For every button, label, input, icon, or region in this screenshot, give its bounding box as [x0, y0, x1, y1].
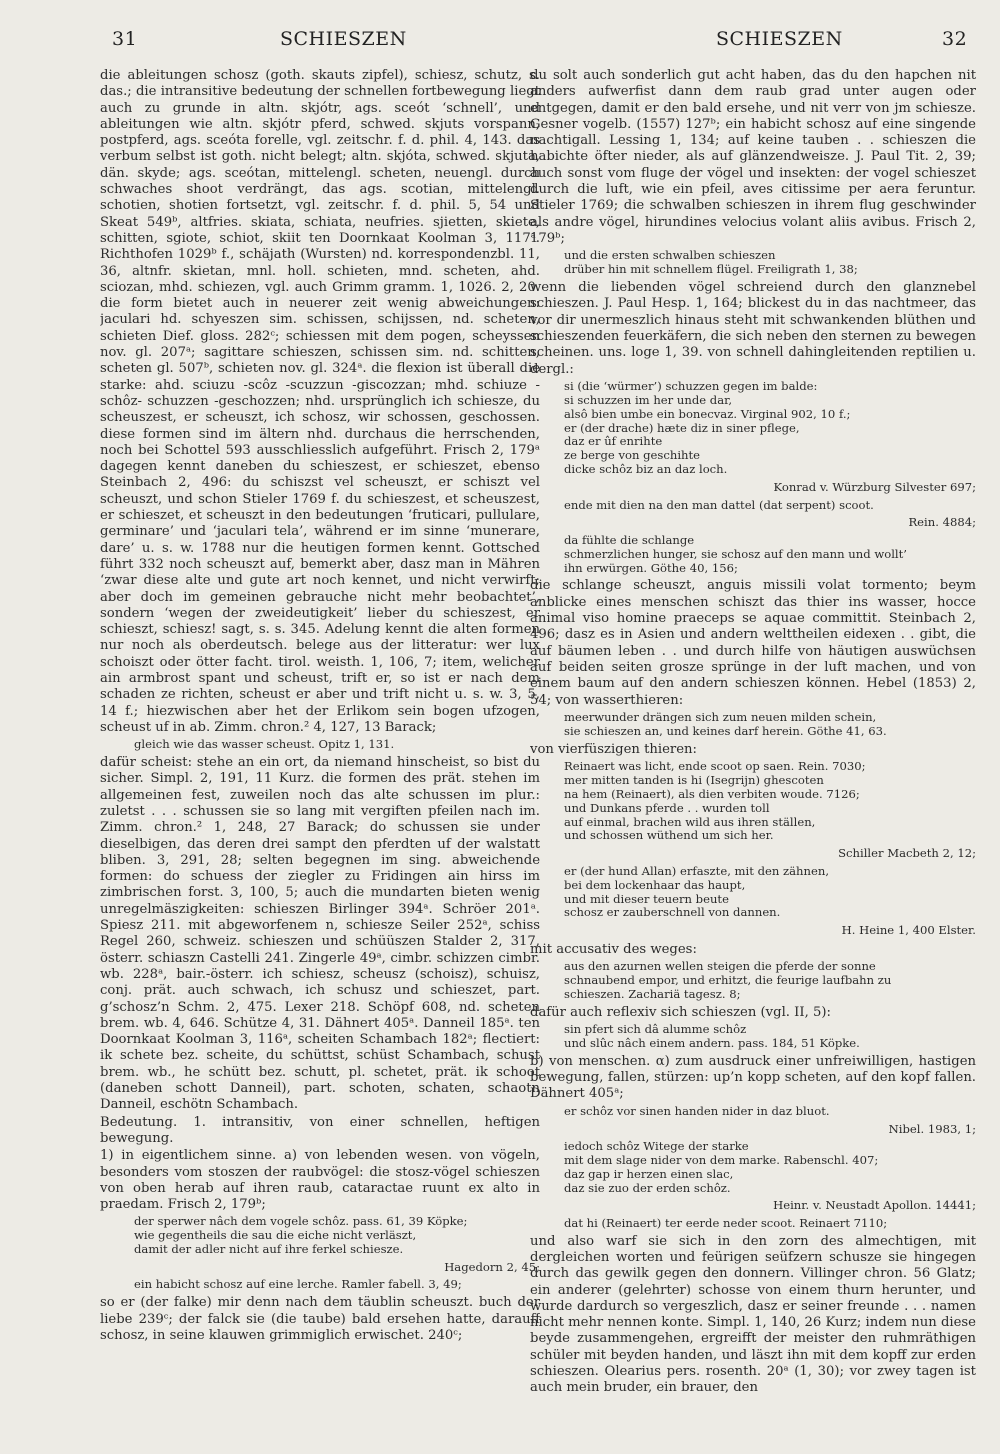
right-text-column — [530, 68, 976, 1444]
quotation-block: er schôz vor sinen handen nider in daz bluot. — [564, 1103, 830, 1118]
right-page-number: 32 — [942, 28, 968, 50]
quotation-block: meerwunder drängen sich zum neuen milden schein, sie schieszen an, und keines darf herein. Göthe 41, 63. — [564, 709, 887, 738]
body-paragraph: die schlange scheuszt, anguis missili volat tormento; beym anblicke eines menschen schiszt das thier ins wasser, hocce animal viso homine praeceps se aquae committit. Steinbach 2, 496; dasz es in Asien und andern welttheilen eidexen . . gibt, die auf bäumen leben . . und durch hilfe von häutigen auswüchsen auf beiden seiten groszе sprünge in der luft machen, und von einem baum auf den andern schieszen können. Hebel (1853) 2, 54; von wasserthieren: — [530, 578, 976, 708]
quotation-block: dat hi (Reinaert) ter eerde neder scoot. Reinaert 7110; — [564, 1215, 888, 1230]
quotation-block: da fühlte die schlange schmerzlichen hunger, sie schosz auf den mann und wollt’ ihn erwürgen. Göthe 40, 156; — [564, 532, 907, 575]
body-paragraph: mit accusativ des weges: — [530, 941, 697, 957]
quotation-block: Reinaert was licht, ende scoot op saen. Rein. 7030; mer mitten tanden is hi (Isegrijn) ghescoten na hem (Reinaert), als dien verbiten woude. 7126; und Dunkans pferde . . wurden toll auf einmal, brachen wild aus ihren ställen, und schossen wüthend um sich her. — [564, 758, 866, 843]
left-running-head: SCHIESZEN — [280, 28, 407, 50]
body-paragraph: von vierfüszigen thieren: — [530, 741, 697, 757]
quotation-block: si (die ‘würmer’) schuzzen gegen im balde: si schuzzen im her unde dar, alsô bien umbe ein bonecvaz. Virginal 902, 10 f.; er (der drache) hæte diz in siner pflege, daz er ûf enrihte ze berge von geschihte dicke schôz biz an daz loch. — [564, 378, 851, 477]
citation-reference: H. Heine 1, 400 Elster. — [841, 923, 976, 938]
page-header — [0, 28, 1000, 64]
body-paragraph: so er (der falke) mir denn nach dem täublin scheuszt. buch der liebe 239ᶜ; der falck sie (die taube) bald ersehen hatte, darauff schosz, in seine klauwen grimmiglich erwischet. 240ᶜ; — [100, 1295, 540, 1343]
citation-reference: Konrad v. Würzburg Silvester 697; — [773, 480, 976, 495]
citation-reference: Schiller Macbeth 2, 12; — [838, 846, 976, 861]
right-running-head: SCHIESZEN — [716, 28, 843, 50]
quotation-block: er (der hund Allan) erfaszte, mit den zähnen, bei dem lockenhaar das haupt, und mit dieser teuern beute schosz er zauberschnell von dannen. — [564, 863, 830, 920]
body-paragraph: 1) in eigentlichem sinne. a) von lebenden wesen. von vögeln, besonders vom stoszen der raubvögel: die stosz-vögel schieszen von oben herab auf ihren raub, cataractae ruunt ex alto in praedam. Frisch 2, 179ᵇ; — [100, 1148, 540, 1213]
body-paragraph: b) von menschen. α) zum ausdruck einer unfreiwilligen, hastigen bewegung, fallen, stürzen: up’n kopp scheten, auf den kopf fallen. Dähnert 405ᵃ; — [530, 1053, 976, 1102]
body-paragraph: die ableitungen schosz (goth. skauts zipfel), schiesz, schutz, s. das.; die intransitive bedeutung der schnellen fortbewegung liegt auch zu grunde in altn. skjótr, ags. sceót ‘schnell’, und ableitungen wie altn. skjótr pferd, schwed. skjuts vorspann, postpferd, ags. sceóta forelle, vgl. zeitschr. f. d. phil. 4, 143. das verbum selbst ist goth. nicht belegt; altn. skjóta, schwed. skjuta, dän. skyde; ags. sceótan, mittelengl. scheten, neuengl. durch schwaches shoot verdrängt, das ags. scotian, mittelengl. schotien, shotien fortsetzt, vgl. zeitschr. f. d. phil. 5, 54 und Skeat 549ᵇ, altfries. skiata, schiata, neufries. sjietten, skiete, schitten, sgiote, schiot, skiit ten Doornkaat Koolman 3, 117ᵃ. Richthofen 1029ᵇ f., schäjath (Wursten) nd. korrespondenzbl. 11, 36, altnfr. skietan, mnl. holl. schieten, mnd. scheten, ahd. sciozan, mhd. schiezen, vgl. auch Grimm gramm. 1, 1026. 2, 20. die form bietet auch in neuerer zeit wenig abweichungen: jaculari hd. schyeszen sim. schissen, schijssen, nd. scheten, schieten Dief. gloss. 282ᶜ; schiessen mit dem pogen, scheyssen nov. gl. 207ᵃ; sagittare schieszen, schissen sim. nd. schitten, scheten gl. 507ᵇ, schieten nov. gl. 324ᵃ. die flexion ist überall die starke: ahd. sciuzu -scôz -scuzzun -giscozzan; mhd. schiuze -schôz- schuzzen -geschozzen; nhd. ursprünglich ich schiesze, du scheuszest, er scheuszt, ich schosz, wir schossen, geschossen. diese formen sind im ältern nhd. durchaus die herrschenden, noch bei Schottel 593 ausschliesslich aufgeführt. Frisch 2, 179ᵃ dagegen kennt daneben du schieszest, er schieszet, ebenso Steinbach 2, 496: du schiszst vel scheuszt, er schiszt vel scheuszt, und schon Stieler 1769 f. du schieszest, et scheuszest, er schieszet, et scheuszt in den bedeutungen ‘fruticari, pullulare, germinare’ und ‘jaculari tela’, während er im sinne ‘munerare, dare’ u. s. w. 1788 nur die heutigen formen kennt. Gottsched führt 332 noch scheuszt auf, bemerkt aber, dasz man in Mähren ‘zwar diese alte und gute art noch kennet, und nicht verwirft; aber doch im gemeinen gebrauche nicht mehr beobachtet’, sondern ‘wegen der zweideutigkeit’ lieber du schieszest, er schieszt, schiesz! sagt, s. s. 345. Adelung kennt die alten formen nur noch als oberdeutsch. belege aus der litteratur: wer lux schoiszt oder ötter facht. tirol. weisth. 1, 106, 7; item, welicher ain armbrost spant und scheust, trift er, so ist er nach dem schaden ze richten, scheust er aber und trift nicht u. s. w. 3, 5, 14 f.; hiezwischen aber het der Erlikom sein bogen ufzogen, scheust uf in ab. Zimm. chron.² 4, 127, 13 Barack; — [100, 68, 540, 735]
body-paragraph: wenn die liebenden vögel schreiend durch den glanznebel schieszen. J. Paul Hesp. 1, 164; blickest du in das nachtmeer, das vor dir unermeszlich hinaus steht mit schwankenden blüthen und schieszenden feuerkäfern, die sich neben den sternen zu bewegen scheinen. uns. loge 1, 39. von schnell dahingleitenden reptilien u. dergl.: — [530, 280, 976, 377]
citation-reference: Hagedorn 2, 45; — [444, 1260, 540, 1275]
body-paragraph: du solt auch sonderlich gut acht haben, das du den hapchen nit anders aufwerfist dann dem raub grad unter augen oder entgegen, damit er den bald ersehe, und nit verr von jm schiesze. Gesner vogelb. (1557) 127ᵇ; ein habicht schosz auf eine singende nachtigall. Lessing 1, 134; auf keine tauben . . schieszen die habichte öfter nieder, als auf glänzendweisze. J. Paul Tit. 2, 39; auch sonst vom fluge der vögel und insekten: der vogel schieszet durch die luft, wie ein pfeil, aves citissime per aera feruntur. Stieler 1769; die schwalben schieszen in ihrem flug geschwinder als andre vögel, hirundines velocius volant aliis avibus. Frisch 2, 179ᵇ; — [530, 68, 976, 246]
quotation-block: ein habicht schosz auf eine lerche. Ramler fabell. 3, 49; — [134, 1277, 462, 1292]
quotation-block: iedoch schôz Witege der starke mit dem slage nider von dem marke. Rabenschl. 407; daz gap ir herzen einen slac, daz sie zuo der erden schôz. — [564, 1138, 879, 1195]
quotation-block: der sperwer nâch dem vogele schôz. pass. 61, 39 Köpke; wie gegentheils die sau die eiche nicht verläszt, damit der adler nicht auf ihre ferkel schiesze. — [134, 1214, 468, 1257]
body-paragraph: Bedeutung. 1. intransitiv, von einer schnellen, heftigen bewegung. — [100, 1114, 540, 1146]
quotation-block: gleich wie das wasser scheust. Opitz 1, 131. — [134, 737, 395, 752]
quotation-block: ende mit dien na den man dattel (dat serpent) scoot. — [564, 497, 874, 512]
body-paragraph: dafür auch reflexiv sich schieszen (vgl. II, 5): — [530, 1004, 831, 1020]
body-paragraph: dafür scheist: stehe an ein ort, da niemand hinscheist, so bist du sicher. Simpl. 2, 191, 11 Kurz. die formen des prät. stehen im allgemeinen fest, zuweilen noch das alte schussen im plur.: zuletst . . . schussen sie so lang mit vergiften pfeilen nach im. Zimm. chron.² 1, 248, 27 Barack; do schussen sie under dieselbigen, das deren drei sampt den pferdten uf der walstatt bliben. 3, 291, 28; selten begegnen im sing. abweichende formen: do schuess der ziegler zu Fridingen ain hirss im zimbrischen forst. 3, 100, 5; auch die mundarten bieten wenig unregelmäszigkeiten: schieszen Birlinger 394ᵃ. Schröer 201ᵃ. Spiesz 211. mit abgeworfenem n, schiesze Seiler 252ᵃ, schiss Regel 260, schweiz. schieszen und schüüszen Stalder 2, 317, österr. schiaszn Castelli 241. Zingerle 49ᵃ, cimbr. schizzen cimbr. wb. 228ᵃ, bair.-österr. ich schiesz, scheusz (schoisz), schuisz, conj. prät. auch schwach, ich schusz und schieszet, part. g’schosz’n Schm. 2, 475. Lexer 218. Schöpf 608, nd. scheten brem. wb. 4, 646. Schütze 4, 31. Dähnert 405ᵃ. Danneil 185ᵃ. ten Doornkaat Koolman 3, 116ᵃ, scheiten Schambach 182ᵃ; flectiert: ik schete bez. scheite, du schüttst, schüst Schambach, schust brem. wb., he schütt bez. schutt, pl. schetet, prät. ik schoot (daneben schott Danneil), part. schoten, schaten, schaotn Danneil, eschötn Schambach. — [100, 755, 540, 1113]
citation-reference: Rein. 4884; — [908, 515, 976, 530]
quotation-block: sin pfert sich dâ alumme schôz und slûc nâch einem andern. pass. 184, 51 Köpke. — [564, 1021, 860, 1050]
body-paragraph: und also warf sie sich in den zorn des almechtigen, mit dergleichen worten und feürigen seüfzern schusze sie hingegen durch das gewilk gegen den donnern. Villinger chron. 56 Glatz; ein anderer (gelehrter) schosse von einem thurn herunter, und wurde dardurch so vergeszlich, dasz er seiner freunde . . . namen nicht mehr nennen konte. Simpl. 1, 140, 26 Kurz; indem nun diese beyde zusammengehen, ergreifft der meister den ruhmräthigen schüler mit beyden handen, und läszt ihn mit dem kopff zur erden schieszen. Olearius pers. rosenth. 20ᵃ (1, 30); vor zwey tagen ist auch mein bruder, ein brauer, den — [530, 1233, 976, 1396]
left-page-number: 31 — [112, 28, 138, 50]
quotation-block: aus den azurnen wellen steigen die pferde der sonne schnaubend empor, und erhitzt, die feurige laufbahn zu schieszen. Zachariä tagesz. 8; — [564, 958, 892, 1001]
quotation-block: und die ersten schwalben schieszen drüber hin mit schnellem flügel. Freiligrath 1, 38; — [564, 248, 858, 277]
left-text-column — [100, 68, 540, 1444]
citation-reference: Heinr. v. Neustadt Apollon. 14441; — [773, 1198, 976, 1213]
citation-reference: Nibel. 1983, 1; — [888, 1121, 976, 1136]
